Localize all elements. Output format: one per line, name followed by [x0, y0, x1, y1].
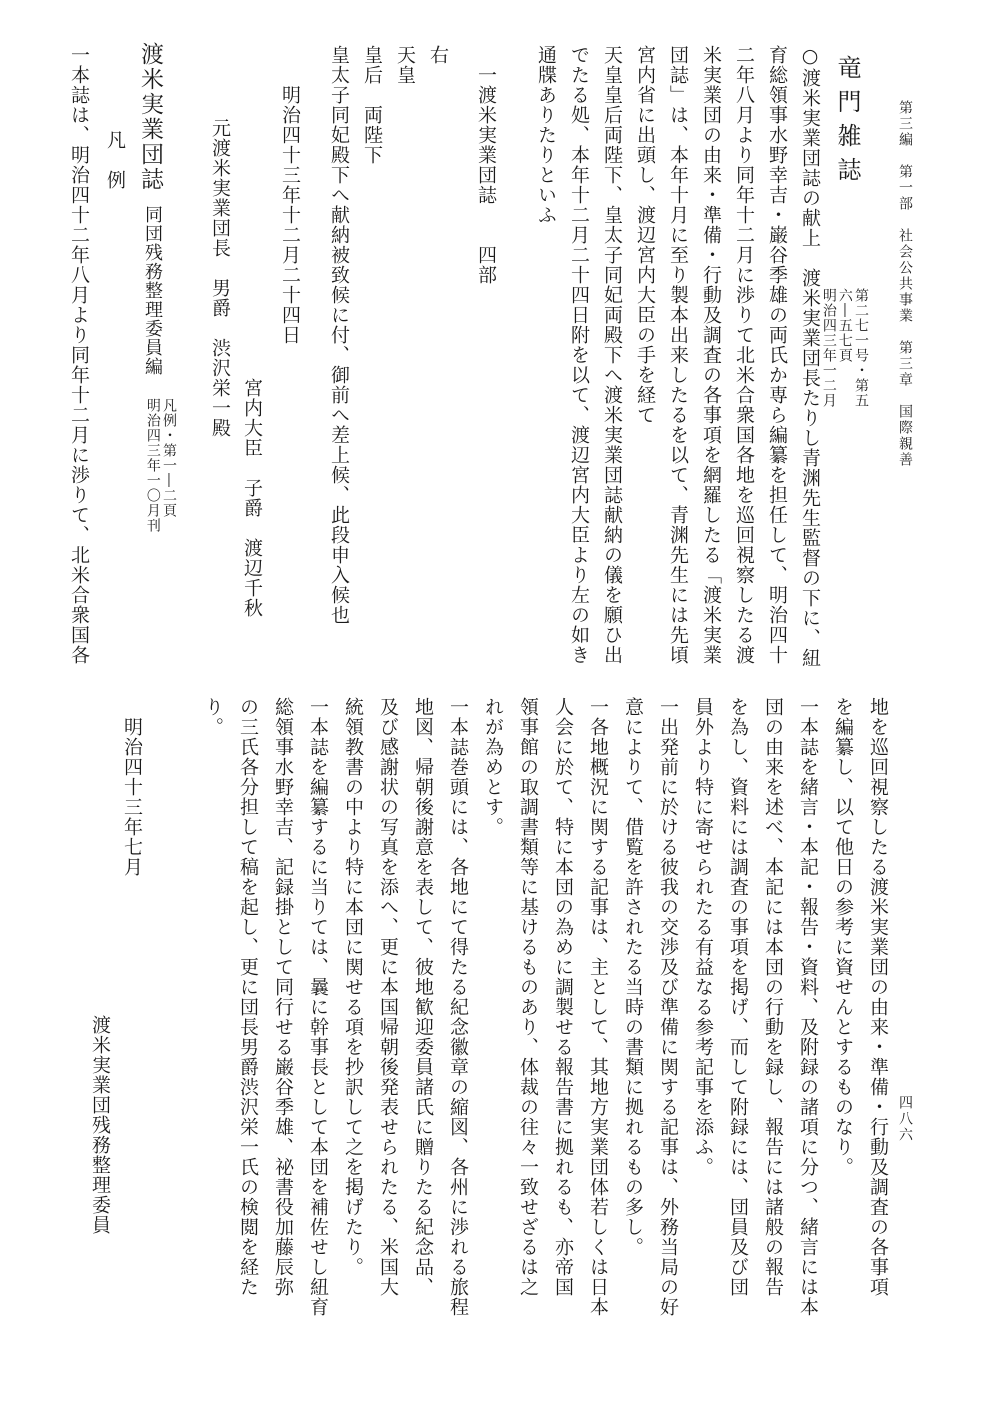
body-line: 団誌」は、本年十月に至り製本出来したるを以て、青渊先生には先頃: [667, 45, 689, 665]
notice-tenno: 天皇: [394, 45, 416, 85]
page-number: 四八六: [897, 1095, 913, 1143]
body-line: 領事館の取調書類等に基けるものあり、体裁の往々一致せざるは之: [517, 697, 539, 1297]
running-header: 第三編 第一部 社会公共事業 第三章 国際親善: [897, 100, 913, 468]
body-line: でたる処、本年十二月二十四日附を以て、渡辺宮内大臣より左の如き: [568, 45, 590, 665]
book-source: [141, 398, 177, 558]
body-line: を為し、資料には調査の事項を掲げ、而して附録には、団員及び団: [727, 697, 749, 1297]
notice-item: 一渡米実業団誌 四部: [475, 65, 497, 285]
body-line: 団の由来を述べ、本記には本団の行動を録し、報告には諸般の報告: [762, 697, 784, 1297]
body-line: 地図、帰朝後謝意を表して、彼地歓迎委員諸氏に贈りたる紀念品、: [412, 697, 434, 1297]
book-editor: 同団残務整理委員編: [142, 205, 163, 376]
body-line: 二年八月より同年十二月に渉りて北米合衆国各地を巡回視察したる渡: [733, 45, 755, 665]
body-line: 員外より特に寄せられたる有益なる参考記事を添ふ。: [692, 697, 714, 1177]
body-line: 一本誌は、明治四十二年八月より同年十二月に渉りて、北米合衆国各: [68, 45, 90, 665]
body-line: 宮内省に出頭し、渡辺宮内大臣の手を経て: [634, 45, 656, 425]
source-issue: 第二七一号・第五六―五七頁: [836, 288, 869, 408]
body-line: 意によりて、借覧を許されたる当時の書類に拠れるもの多し。: [622, 697, 644, 1257]
body-line: 一本誌巻頭には、各地にて得たる紀念徽章の縮図、各州に渉れる旅程: [447, 697, 469, 1317]
body-line: 天皇皇后両陛下、皇太子同妃両殿下へ渡米実業団誌献納の儀を願ひ出: [601, 45, 623, 665]
source-date: 明治四三年一二月: [820, 288, 837, 408]
section-title: 竜門雑誌: [833, 55, 861, 191]
body-line: 育総領事水野幸吉・巌谷季雄の両氏か専ら編纂を担任して、明治四十: [766, 45, 788, 665]
body-line: れが為めとす。: [482, 697, 504, 837]
body-line: 人会に於て、特に本団の為めに調製せる報告書に拠れるも、亦帝国: [552, 697, 574, 1297]
closing-date: 明治四十三年七月: [121, 717, 143, 877]
notice-migi: 右: [427, 45, 449, 65]
notice-kogo: 皇后 両陛下: [361, 45, 383, 165]
hanrei-heading: 凡 例: [104, 130, 126, 190]
body-line: 一本誌を緒言・本記・報告・資料、及附録の諸項に分つ、緒言には本: [797, 697, 819, 1317]
book-title: 渡米実業団誌: [137, 42, 163, 192]
notice-date: 明治四十三年十二月二十四日: [279, 85, 301, 345]
notice-sender: 宮内大臣 子爵 渡辺千秋: [241, 378, 263, 618]
notice-kotaishi: 皇太子同妃殿下へ献納被致候に付、御前へ差上候、此段申入候也: [328, 45, 350, 625]
section-source: [820, 288, 869, 408]
body-line: ○渡米実業団誌の献上 渡米実業団長たりし青渊先生監督の下に、紐: [799, 45, 821, 668]
book-source-pages: 凡例・第一―二頁: [161, 398, 177, 518]
body-line: 総領事水野幸吉、記録掛として同行せる巌谷季雄、祕書役加藤辰弥: [272, 697, 294, 1297]
book-source-date: 明治四三年一〇月刊: [144, 398, 161, 533]
body-line: 一各地概況に関する記事は、主として、其地方実業団体若しくは日本: [587, 697, 609, 1317]
body-line: 一出発前に於ける彼我の交渉及び準備に関する記事は、外務当局の好: [657, 697, 679, 1317]
body-line: を編纂し、以て他日の参考に資せんとするものなり。: [832, 697, 854, 1177]
body-line: り。: [202, 697, 224, 737]
body-line: 米実業団の由来・準備・行動及調査の各事項を網羅したる「渡米実業: [700, 45, 722, 665]
body-line: 及び感謝状の写真を添へ、更に本国帰朝後発表せられたる、米国大: [377, 697, 399, 1297]
body-line: 地を巡回視察したる渡米実業団の由来・準備・行動及調査の各事項: [867, 697, 889, 1297]
body-line: 通牒ありたりといふ: [535, 45, 557, 225]
notice-recipient: 元渡米実業団長 男爵 渋沢栄一殿: [209, 118, 231, 438]
closing-signature: 渡米実業団残務整理委員: [89, 1015, 111, 1235]
body-line: 一本誌を編纂するに当りては、曩に幹事長として本団を補佐せし紐育: [307, 697, 329, 1317]
body-line: 統領教書の中より特に本団に関せる項を抄訳して之を掲げたり。: [342, 697, 364, 1277]
body-line: の三氏各分担して稿を起し、更に団長男爵渋沢栄一氏の検閲を経た: [237, 697, 259, 1297]
